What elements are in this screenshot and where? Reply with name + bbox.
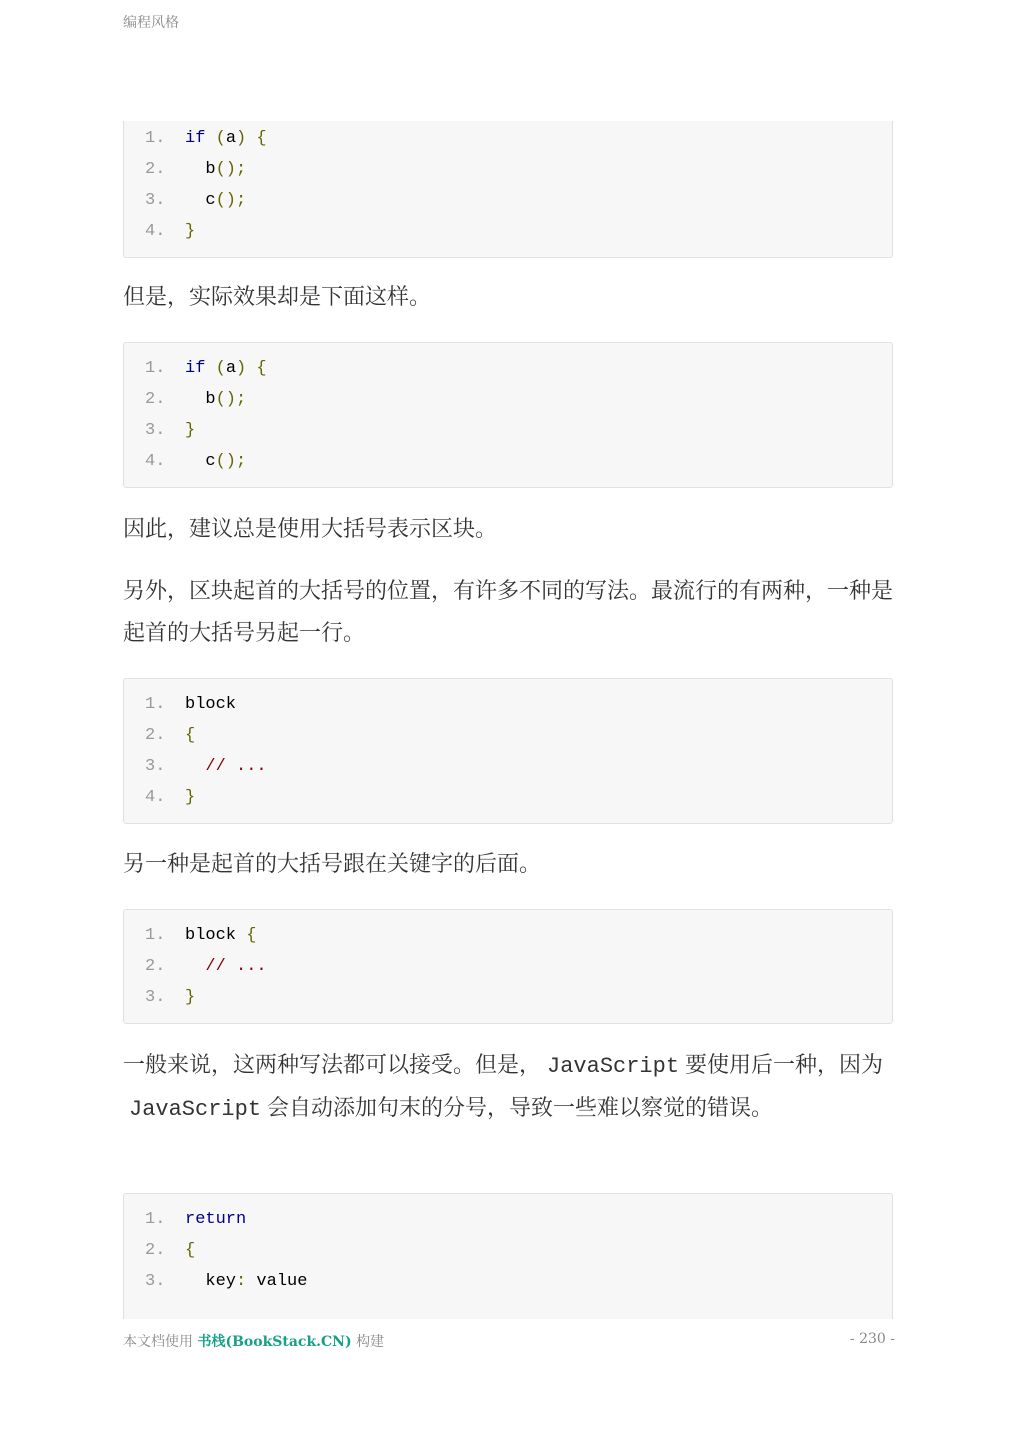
line-number: 3. — [145, 421, 166, 440]
code-token: (); — [215, 160, 247, 179]
code-line — [124, 185, 892, 216]
running-header: 编程风格 — [123, 15, 179, 31]
paragraph: 但是，实际效果却是下面这样。 — [123, 285, 432, 310]
code-token — [205, 359, 215, 378]
code-token: if — [185, 359, 206, 378]
code-token — [185, 957, 205, 976]
code-token: (); — [215, 390, 247, 409]
code-token: block — [185, 695, 237, 714]
footer-suffix: 构建 — [356, 1334, 385, 1350]
code-token: { — [246, 926, 257, 945]
line-number: 1. — [145, 129, 166, 148]
paragraph: 另外，区块起首的大括号的位置，有许多不同的写法。最流行的有两种，一种是起首的大括号另起一行。 — [123, 579, 894, 646]
code-token: : — [236, 1272, 247, 1291]
code-line — [124, 982, 892, 1013]
code-token: ) — [236, 359, 247, 378]
code-token: { — [185, 726, 196, 745]
code-token: } — [185, 222, 196, 241]
code-line — [124, 415, 892, 446]
line-number: 4. — [145, 788, 166, 807]
code-line — [124, 384, 892, 415]
inline-code: JavaScript — [547, 1054, 680, 1079]
inline-code: JavaScript — [129, 1097, 262, 1122]
code-line — [124, 1204, 892, 1235]
code-token: ( — [215, 129, 226, 148]
code-token: { — [256, 129, 267, 148]
line-number: 4. — [145, 222, 166, 241]
code-token — [185, 757, 205, 776]
code-token: b — [185, 160, 216, 179]
paragraph-text: 一般来说，这两种写法都可以接受。但是， — [123, 1053, 542, 1078]
code-token: return — [185, 1210, 247, 1229]
code-token: } — [185, 988, 196, 1007]
line-number: 3. — [145, 757, 166, 776]
code-line — [124, 446, 892, 477]
line-number: 4. — [145, 452, 166, 471]
code-token: if — [185, 129, 206, 148]
code-token: { — [256, 359, 267, 378]
line-number: 2. — [145, 726, 166, 745]
footer-credit — [123, 1331, 384, 1351]
line-number: 2. — [145, 160, 166, 179]
code-line — [124, 689, 892, 720]
code-token — [205, 129, 215, 148]
code-token: ) — [236, 129, 247, 148]
code-token: // ... — [205, 757, 267, 776]
code-line — [124, 216, 892, 247]
paragraph-text: 要使用后一种，因为 — [685, 1053, 884, 1078]
code-token: key — [185, 1272, 237, 1291]
line-number: 1. — [145, 359, 166, 378]
code-block — [123, 678, 893, 824]
line-number: 1. — [145, 1210, 166, 1229]
line-number: 3. — [145, 191, 166, 210]
paragraph: 因此，建议总是使用大括号表示区块。 — [123, 517, 498, 542]
code-line — [124, 751, 892, 782]
line-number: 2. — [145, 957, 166, 976]
paragraph — [123, 1045, 895, 1131]
code-line — [124, 123, 892, 154]
code-token — [246, 129, 256, 148]
code-token: { — [185, 1241, 196, 1260]
code-line — [124, 720, 892, 751]
line-number: 2. — [145, 390, 166, 409]
paragraph: 另一种是起首的大括号跟在关键字的后面。 — [123, 852, 542, 877]
code-token: } — [185, 788, 196, 807]
code-line — [124, 1266, 892, 1297]
code-line — [124, 951, 892, 982]
code-token: a — [225, 359, 237, 378]
code-token: } — [185, 421, 196, 440]
footer-prefix: 本文档使用 — [123, 1334, 193, 1350]
code-line — [124, 154, 892, 185]
paragraph-text: 会自动添加句末的分号，导致一些难以察觉的错误。 — [267, 1096, 774, 1121]
code-token: value — [246, 1272, 308, 1291]
code-line — [124, 782, 892, 813]
code-block — [123, 121, 893, 258]
code-token: ( — [215, 359, 226, 378]
code-token: c — [185, 191, 216, 210]
code-token: b — [185, 390, 216, 409]
line-number: 1. — [145, 695, 166, 714]
footer-brand-link[interactable]: 书栈(BookStack.CN) — [197, 1334, 352, 1350]
code-token: block — [185, 926, 247, 945]
code-token: a — [225, 129, 237, 148]
code-token — [246, 359, 256, 378]
document-content — [123, 0, 895, 1319]
code-block — [123, 909, 893, 1024]
page-number: - 230 - — [849, 1331, 895, 1347]
code-line — [124, 1235, 892, 1266]
line-number: 3. — [145, 988, 166, 1007]
code-block — [123, 1193, 893, 1319]
code-token: // ... — [205, 957, 267, 976]
code-token: (); — [215, 191, 247, 210]
line-number: 3. — [145, 1272, 166, 1291]
line-number: 1. — [145, 926, 166, 945]
code-line — [124, 920, 892, 951]
code-token: c — [185, 452, 216, 471]
code-line — [124, 353, 892, 384]
code-token: (); — [215, 452, 247, 471]
code-block — [123, 342, 893, 488]
line-number: 2. — [145, 1241, 166, 1260]
